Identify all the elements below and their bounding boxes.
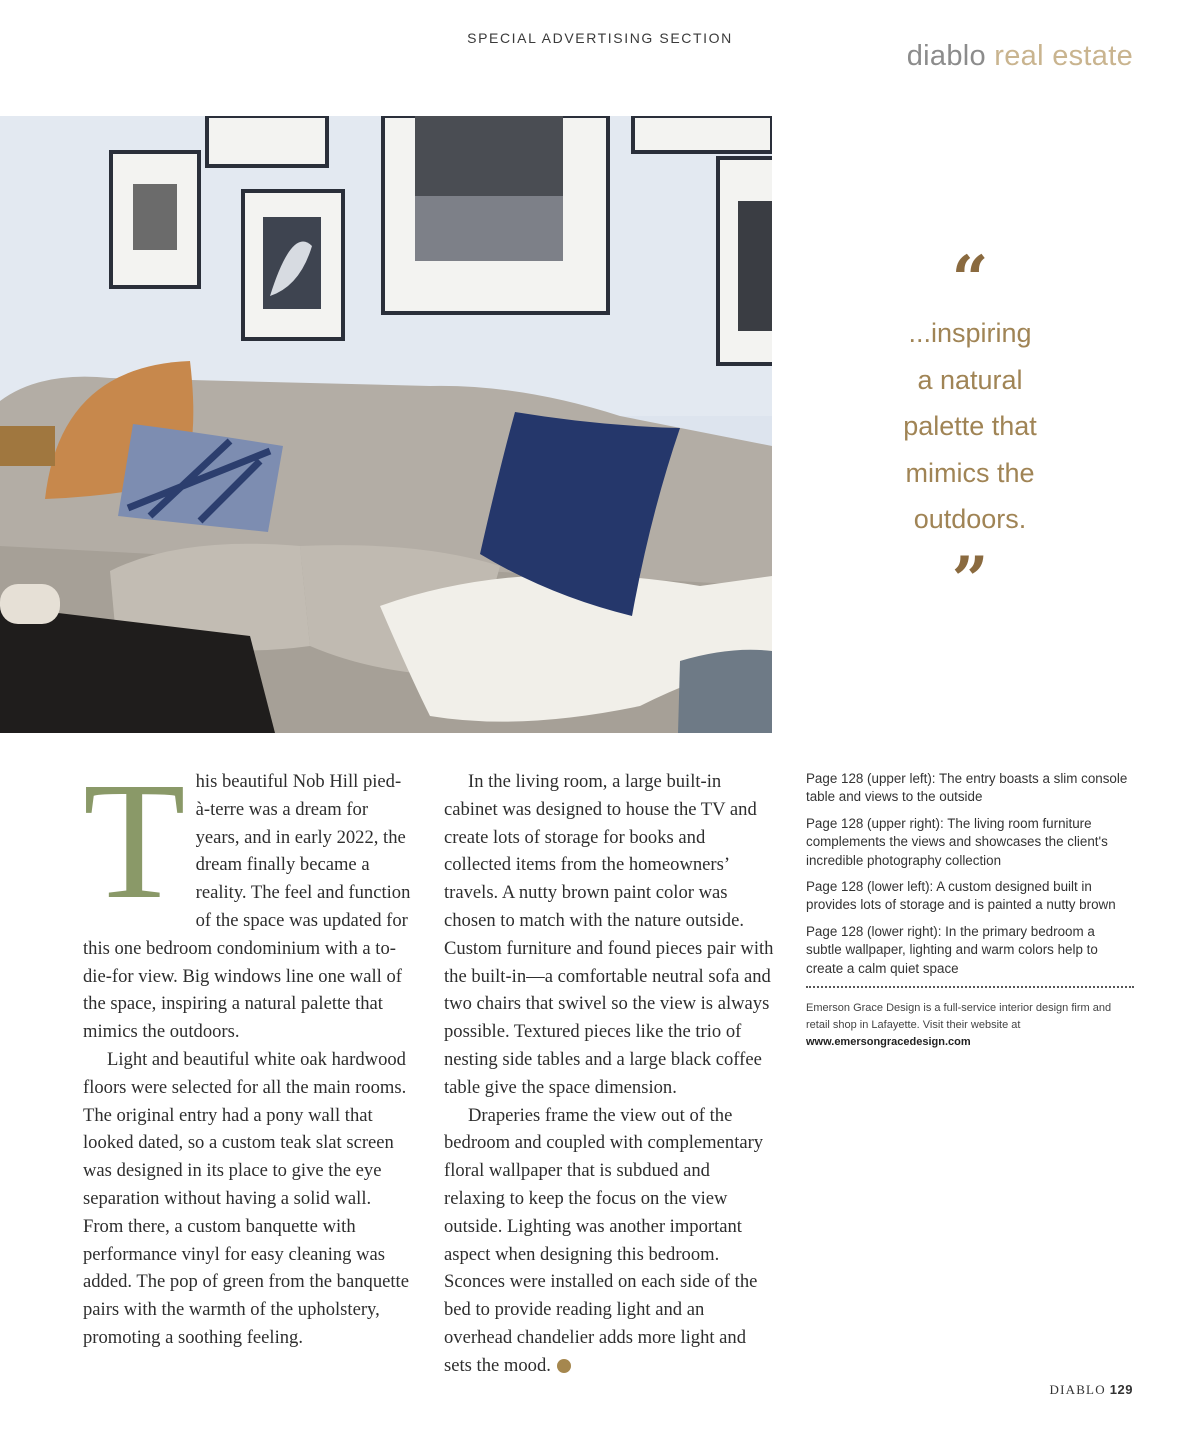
dotted-divider — [806, 986, 1134, 988]
caption: Page 128 (lower right): In the primary bedroom a subtle wallpaper, lighting and warm colors help to create a calm quiet space — [806, 923, 1098, 976]
article-paragraph: his beautiful Nob Hill pied-à-terre was a dream for years, and in early 2022, the dream finally became a reality. The feel and function of the space was updated for this one bedroom condominium with a to-die-for view. Big windows line one wall of the space, inspiring a natural palette that mimics the outdoors. — [83, 771, 411, 1043]
pull-quote-line: ...inspiring — [908, 318, 1032, 348]
article-paragraph — [444, 1102, 774, 1380]
pull-quote-line: mimics the — [905, 457, 1035, 488]
caption: Page 128 (upper right): The living room furniture complements the views and showcases the client's incredible photography collection — [806, 815, 1108, 868]
magazine-name: DIABLO — [1049, 1382, 1106, 1397]
pull-quote-line: palette that — [903, 411, 1037, 441]
drop-cap: T — [83, 748, 186, 934]
photo-captions — [806, 770, 1134, 1051]
end-mark-icon: d — [557, 1359, 571, 1373]
brand-name: diablo — [906, 40, 986, 72]
open-quote-mark: “ — [951, 242, 989, 317]
close-quote-mark: ” — [951, 542, 989, 618]
pull-quote-line: a natural — [917, 364, 1023, 395]
designer-website-link[interactable]: www.emersongracedesign.com — [806, 1036, 971, 1049]
pull-quote-text — [860, 310, 1080, 543]
caption: Page 128 (upper left): The entry boasts a slim console table and views to the outside — [806, 771, 1128, 805]
article-paragraph-text: Draperies frame the view out of the bedroom and coupled with complementary floral wallpaper that is subdued and relaxing to keep the focus on the view outside. Lighting was another important aspect when designing this bedroom. Sconces were installed on each side of the bed to provide reading light and an overhead chandelier adds more light and sets the mood. — [444, 1104, 764, 1376]
caption: Page 128 (lower left): A custom designed built in provides lots of storage and is painted a nutty brown — [806, 879, 1116, 913]
living-room-photo — [0, 116, 772, 733]
page-folio — [1049, 1382, 1133, 1398]
article-column-1 — [83, 748, 413, 1352]
article-column-2 — [444, 768, 774, 1380]
brand-section: real estate — [994, 40, 1133, 72]
brand-logo — [907, 40, 1133, 73]
pull-quote-line: outdoors. — [913, 504, 1027, 534]
section-label: SPECIAL ADVERTISING SECTION — [467, 30, 733, 46]
article-paragraph: Light and beautiful white oak hardwood floors were selected for all the main rooms. The original entry had a pony wall that looked dated, so a custom teak slat screen was designed in its place to give the eye separation without having a solid wall. From there, a custom banquette with performance vinyl for easy cleaning was added. The pop of green from the banquette pairs with the warmth of the upholstery, promoting a soothing feeling. — [83, 1048, 409, 1348]
designer-credit — [806, 1000, 1134, 1051]
credit-text: Emerson Grace Design is a full-service interior design firm and retail shop in Lafayette. Visit their website at — [806, 1002, 1112, 1032]
page-number: 129 — [1109, 1382, 1133, 1397]
article-paragraph: In the living room, a large built-in cabinet was designed to house the TV and create lots of storage for books and collected items from the homeowners’ travels. A nutty brown paint color was chosen to match with the nature outside. Custom furniture and found pieces pair with the built-in—a comfortable neutral sofa and two chairs that swivel so the view is always possible. Textured pieces like the trio of nesting side tables and a large black coffee table give the space dimension. — [444, 771, 774, 1098]
pull-quote — [860, 242, 1080, 618]
